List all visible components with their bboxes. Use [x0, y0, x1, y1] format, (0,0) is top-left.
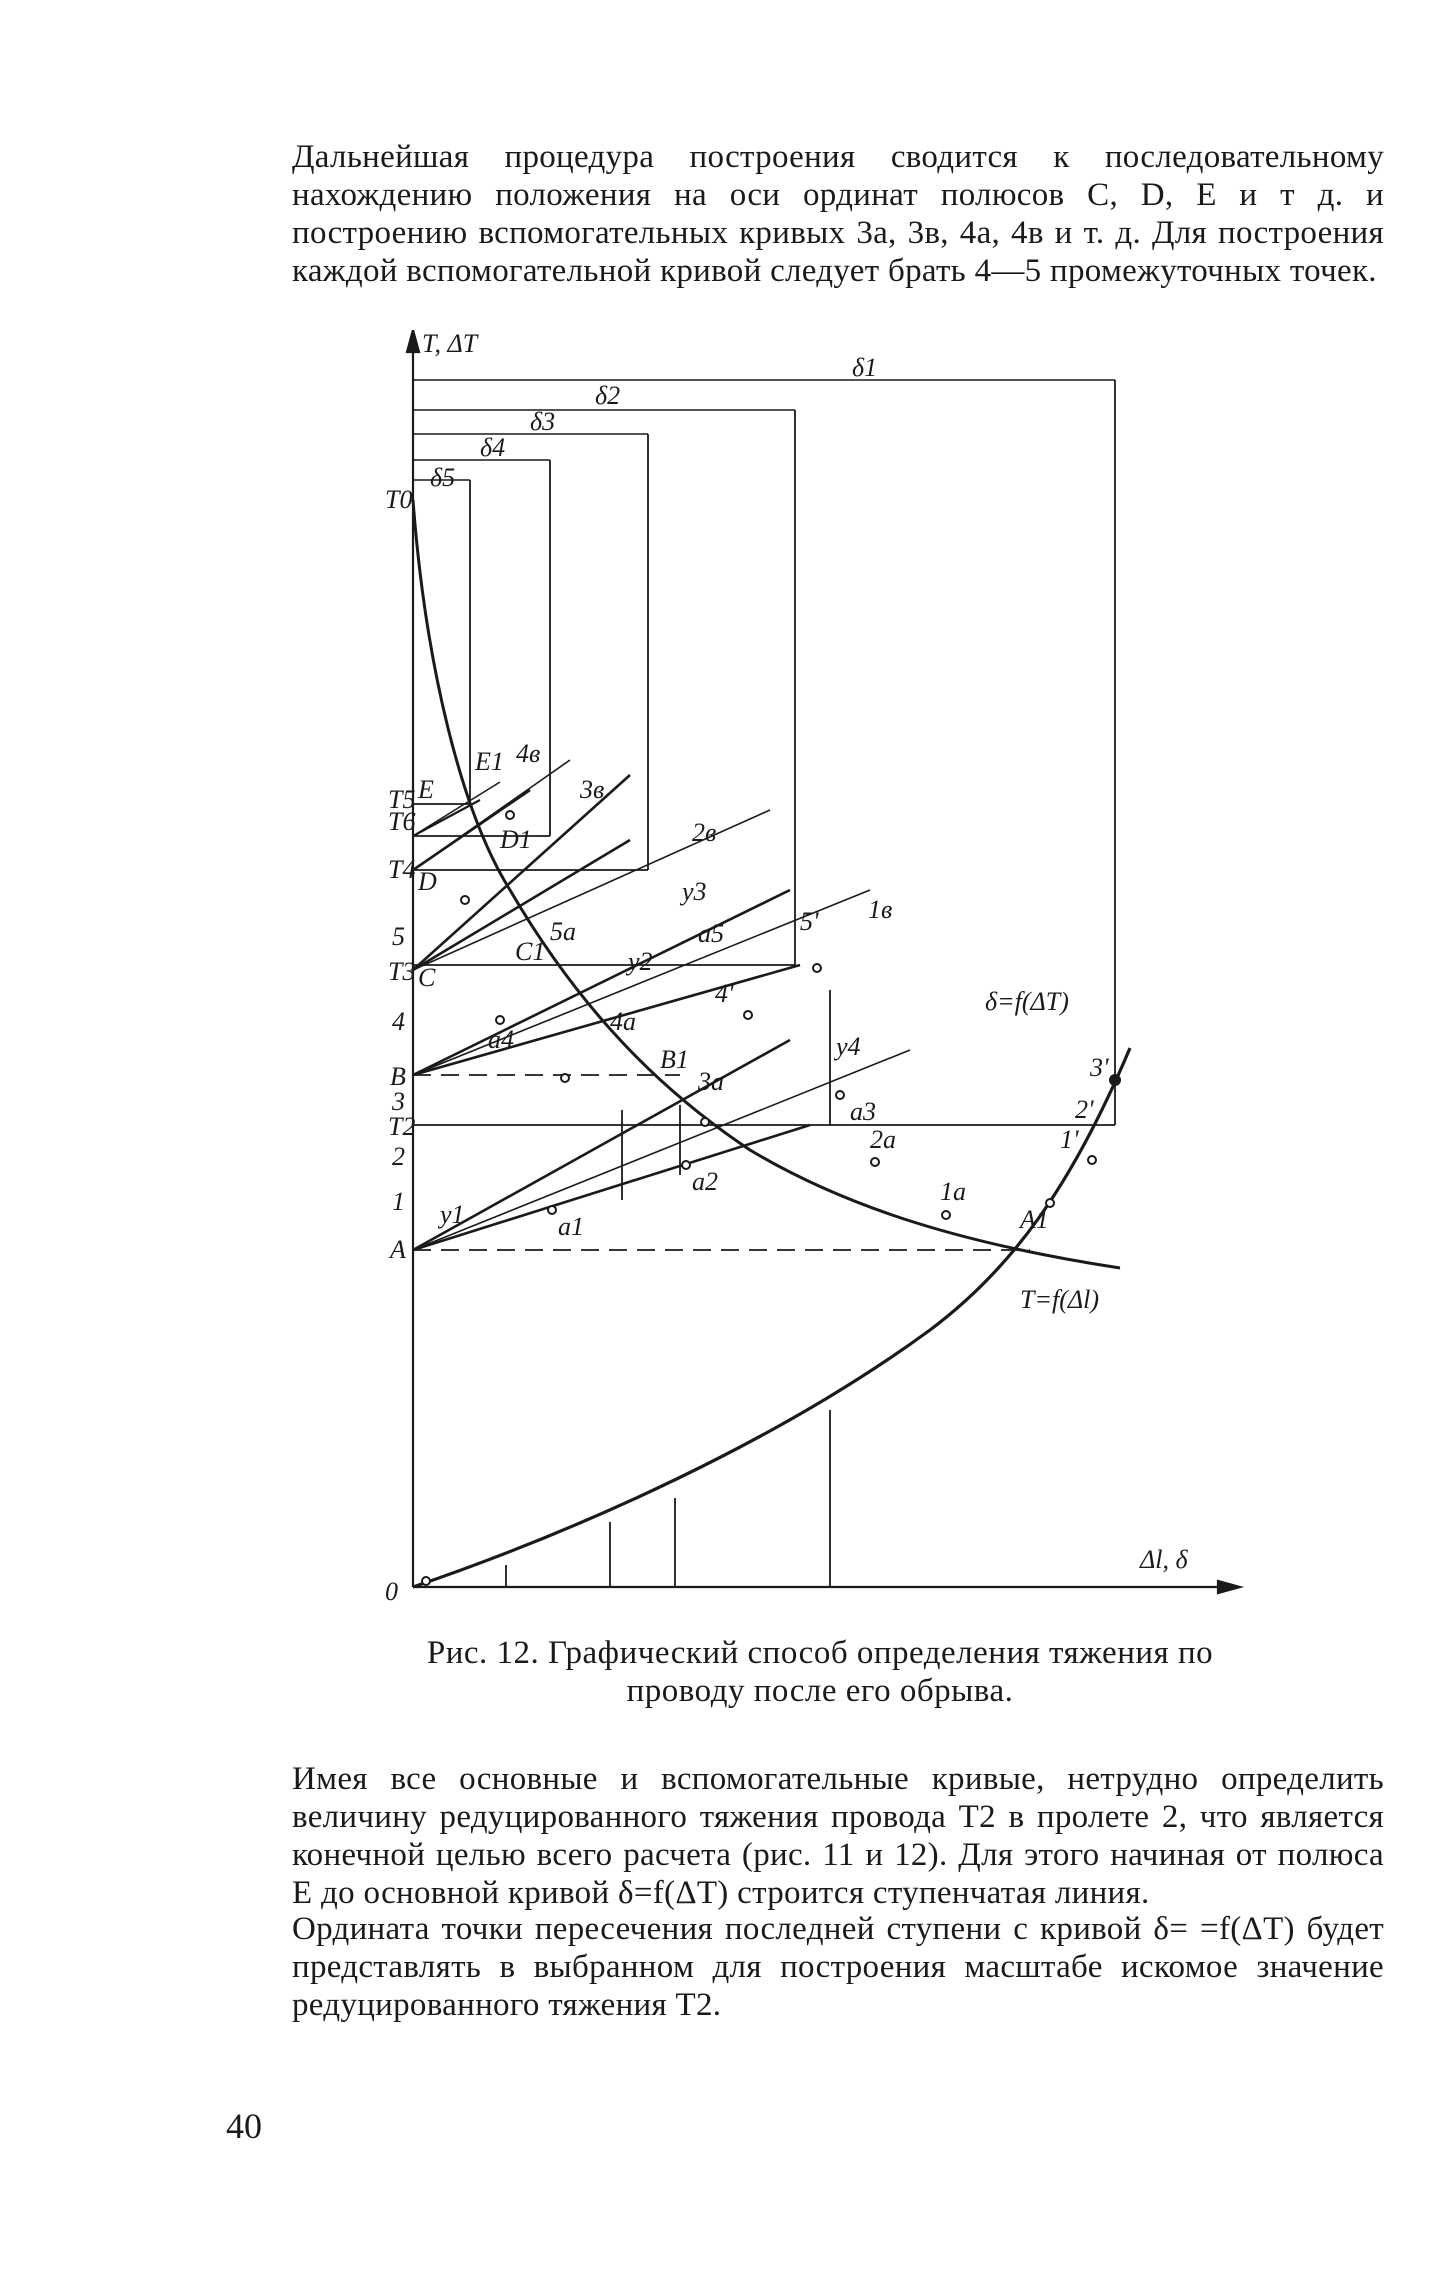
svg-text:δ2: δ2 — [595, 381, 621, 410]
svg-text:D: D — [418, 867, 437, 896]
x-axis-label: Δl, δ — [1140, 1545, 1188, 1574]
tension-curve-label: T=f(Δl) — [1020, 1285, 1100, 1314]
svg-text:A: A — [390, 1235, 406, 1264]
svg-text:1в: 1в — [868, 895, 893, 924]
svg-text:4': 4' — [715, 979, 734, 1008]
svg-text:2': 2' — [1075, 1095, 1094, 1124]
svg-text:T2: T2 — [388, 1112, 416, 1141]
x-axis-arrow — [1218, 1581, 1240, 1593]
svg-text:5: 5 — [392, 922, 405, 951]
svg-text:y3: y3 — [682, 877, 707, 906]
svg-text:δ1: δ1 — [852, 353, 878, 382]
svg-text:T3: T3 — [388, 957, 416, 986]
svg-text:a3: a3 — [850, 1097, 876, 1126]
svg-text:y1: y1 — [440, 1200, 465, 1229]
svg-text:B: B — [390, 1062, 406, 1091]
svg-text:T5: T5 — [388, 785, 416, 814]
page-number: 40 — [226, 2106, 262, 2146]
svg-text:4в: 4в — [516, 739, 541, 768]
svg-text:D1: D1 — [500, 825, 532, 854]
svg-text:E: E — [418, 775, 434, 804]
svg-text:3: 3 — [392, 1087, 405, 1116]
svg-text:4: 4 — [392, 1007, 405, 1036]
svg-text:a5: a5 — [698, 919, 724, 948]
figure-caption: Рис. 12. Графический способ определения тяжения по проводу после его обрыва. — [426, 1635, 1214, 1709]
svg-text:5a: 5a — [550, 917, 576, 946]
svg-text:a1: a1 — [558, 1212, 584, 1241]
svg-text:a2: a2 — [692, 1167, 718, 1196]
svg-text:y2: y2 — [628, 947, 653, 976]
svg-text:1a: 1a — [940, 1177, 966, 1206]
svg-text:2в: 2в — [692, 818, 717, 847]
svg-text:3a: 3a — [698, 1067, 724, 1096]
svg-text:T6: T6 — [388, 807, 416, 836]
paragraph-1: Дальнейшая процедура построения сводится к последовательному нахождению положения на оси ординат полюсов C, D, E и т д. и построению вспомогательных кривых 3а, 3в, 4а, 4в и т. д. Для построения каждой вспомогательной кривой следует брать 4—5 промежуточных точек. — [292, 139, 1384, 289]
svg-text:3': 3' — [1090, 1053, 1109, 1082]
y-axis-arrow — [407, 330, 419, 352]
svg-text:δ4: δ4 — [480, 433, 506, 462]
svg-text:3в: 3в — [580, 775, 605, 804]
paragraph-2: Имея все основные и вспомогательные кривые, нетрудно определить величину редуцированного тяжения провода T2 в пролете 2, что является конечной целью всего расчета (рис. 11 и 12). Для этого начиная от полюса E до основной кривой δ=f(ΔT) строится ступенчатая линия. — [292, 1761, 1384, 1911]
svg-text:y4: y4 — [836, 1032, 861, 1061]
svg-text:δ5: δ5 — [430, 463, 456, 492]
svg-text:2a: 2a — [870, 1125, 896, 1154]
svg-text:1: 1 — [392, 1187, 405, 1216]
svg-text:4a: 4a — [610, 1007, 636, 1036]
svg-text:C: C — [418, 963, 436, 992]
svg-text:A1: A1 — [1020, 1205, 1049, 1234]
svg-text:E1: E1 — [475, 747, 504, 776]
svg-text:2: 2 — [392, 1142, 405, 1171]
svg-text:δ3: δ3 — [530, 407, 556, 436]
y-axis-label: T, ΔT — [422, 330, 478, 358]
paragraph-3: Ордината точки пересечения последней ступени с кривой δ= =f(ΔT) будет представлять в выбранном для построения масштабе искомое значение редуцированного тяжения T2. — [292, 1911, 1384, 2023]
origin-label: 0 — [385, 1577, 398, 1606]
tension-curve — [413, 500, 1120, 1268]
svg-text:a4: a4 — [488, 1025, 514, 1054]
tension-diagram — [330, 330, 1250, 1630]
svg-text:5': 5' — [800, 907, 819, 936]
svg-text:1': 1' — [1060, 1125, 1079, 1154]
svg-text:C1: C1 — [515, 937, 546, 966]
svg-text:T0: T0 — [385, 485, 413, 514]
svg-text:B1: B1 — [660, 1045, 689, 1074]
delta-curve-label: δ=f(ΔT) — [985, 987, 1069, 1016]
delta-curve — [413, 1048, 1130, 1587]
svg-text:T4: T4 — [388, 855, 416, 884]
